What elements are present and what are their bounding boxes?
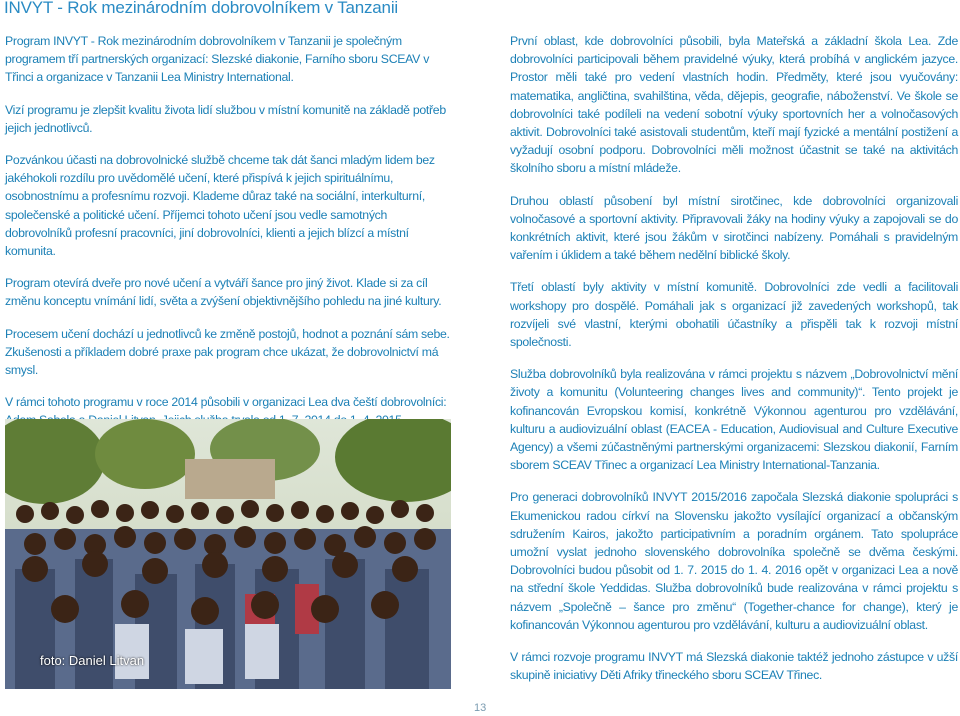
- paragraph: Pro generaci dobrovolníků INVYT 2015/2016 započala Slezská diakonie spolupráci s Ekumenickou radou církví na Slovensku jakožto vysílající organizací a občanským sdružením Kairos, jakožto participativním a poradním orgánem. Tato spolupráce umožní vyslat jednoho slovenského dobrovolníka společně se dvěma českými. Dobrovolníci budou působit od 1. 7. 2015 do 1. 4. 2016 opět v organizaci Lea a nově na střední škole Yeddidas. Služba dobrovolníků bude realizována v rámci projektu s názvem „Společně – šance pro změnu“ (Together-chance for change), který je kofinancován Výkonnou agenturou pro vzdělávání, kulturu a audiovizuální oblast.: [510, 490, 958, 632]
- paragraph: Služba dobrovolníků byla realizována v rámci projektu s názvem „Dobrovolnictví mění životy a komunitu (Volunteering changes lives and community)“. Tento projekt je kofinancován Evropskou komisí, konkrétně Výkonnou agenturou pro vzdělávání, kulturu a audiovizuální oblast (EACEA - Education, Audiovisual and Culture Executive Agency) a všemi zúčastněnými partnerskými organizacemi: Slezskou diakonií, Farním sborem SCEAV Třinec a organizací Lea Ministry International-Tanzania.: [510, 367, 958, 473]
- paragraph: Program otevírá dveře pro nové učení a vytváří šance pro jiný život. Klade si za cíl změnu konceptu vnímání lidí, světa a zvýšení objektivnějšího pohledu na jiné kultury.: [5, 276, 442, 309]
- paragraph: Procesem učení dochází u jednotlivců ke změně postojů, hodnot a poznání sám sebe. Zkušenosti a příkladem dobré praxe pak program chce ukázat, že dobrovolnictví má smysl.: [5, 326, 450, 378]
- paragraph: První oblast, kde dobrovolníci působili, byla Mateřská a základní škola Lea. Zde dobrovolníci participovali během pravidelné výuky, která probíhá v anglickém jazyce. Prostor měli také pro vedení vlastních hodin. Předměty, které jsou vyučovány: matematika, angličtina, svahilština, věda, dějepis, geografie, náboženství. Ve škole se dobrovolníci také podíleli na vedení sobotní výuky sportovních her a volnočasových aktivit. Dobrovolníci také asistovali studentům, kteří mají fyzické a mentální postižení a vyžadují osobní podporu. Dobrovolníci měli možnost účastnit se také na aktivitách školního sboru a místní mládeže.: [510, 34, 958, 176]
- right-column: [510, 32, 958, 699]
- paragraph: Třetí oblastí byly aktivity v místní komunitě. Dobrovolníci zde vedli a facilitovali workshopy pro dospělé. Pomáhali jak s organizací již zavedených workshopů, tak rozvíjeli své vlastní, kterými obohatili účastníky a přispěli tak k rozvoji místní společnosti.: [510, 280, 958, 350]
- paragraph: Druhou oblastí působení byl místní sirotčinec, kde dobrovolníci organizovali volnočasové a sportovní aktivity. Připravovali žáky na hodiny výuky a zapojovali se do konkrétních aktivit, které jsou žákům v sirotčinci nabízeny. Pomáhali s pravidelným vařením i úklidem a také během nedělní biblické školy.: [510, 193, 958, 263]
- photo-caption: foto: Daniel Litvan: [40, 653, 145, 668]
- group-photo: [5, 419, 451, 689]
- paragraph: Pozvánkou účasti na dobrovolnické službě chceme tak dát šanci mladým lidem bez jakéhokoli rozdílu pro uvědomělé učení, které přispívá k jejich spirituálnímu, osobnostnímu a profesnímu rozvoji. Klademe důraz také na sociální, interkulturní, společenské a politické učení. Příjemci tohoto učení jsou vedle samotných dobrovolníků profesní pracovníci, jiní dobrovolníci, klienti a jejich blízcí a místní komunita.: [5, 153, 435, 259]
- page-title: INVYT - Rok mezinárodním dobrovolníkem v Tanzanii: [4, 0, 398, 17]
- paragraph: V rámci rozvoje programu INVYT má Slezská diakonie taktéž jednoho zástupce v užší skupině iniciativy Děti Afriky třineckého sboru SCEAV Třinec.: [510, 650, 958, 683]
- page-number: 13: [474, 702, 487, 714]
- paragraph: Vizí programu je zlepšit kvalitu života lidí službou v místní komunitě na základě potřeb jejich jednotlivců.: [5, 102, 446, 135]
- paragraph: Program INVYT - Rok mezinárodním dobrovolníkem v Tanzanii je společným programem tří partnerských organizací: Slezské diakonie, Farního sboru SCEAV v Třinci a organizace v Tanzanii Lea Ministry International.: [5, 34, 430, 85]
- children-photo-illustration: [5, 419, 451, 689]
- left-column: [5, 32, 452, 444]
- paragraph: V rámci tohoto programu v roce 2014 působili v organizaci Lea dva čeští dobrovolníci:: [5, 395, 447, 410]
